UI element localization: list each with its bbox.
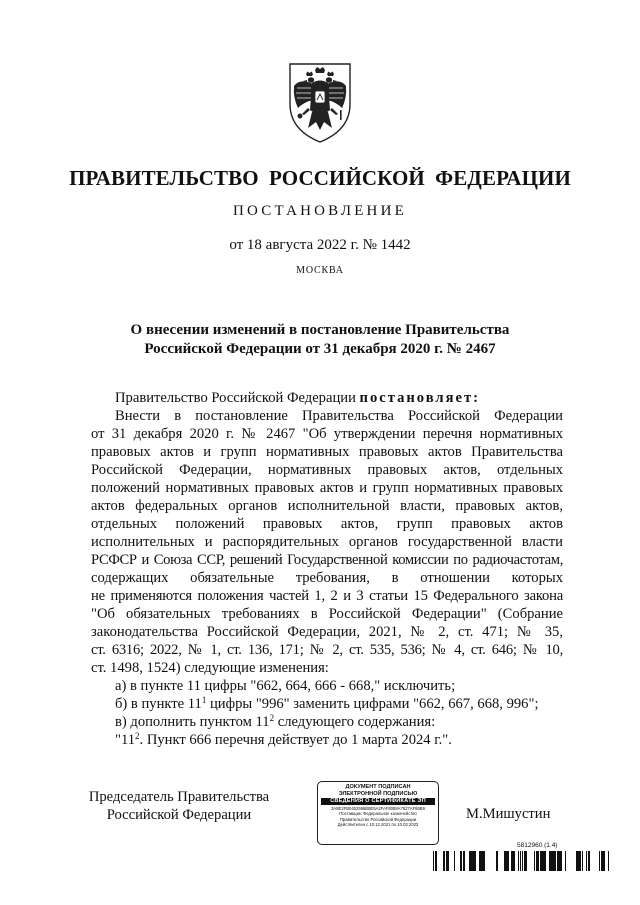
paragraph-line: законодательства Российской Федерации, 2021, № 2, ст. 471; № 35, — [91, 624, 563, 640]
paragraph-line: отдельных положений правовых актов, групп правовых актов — [91, 516, 563, 532]
paragraph-line: положений нормативных правовых актов и групп нормативных правовых — [91, 480, 563, 496]
decree-city: МОСКВА — [296, 265, 344, 276]
subject-line: Российской Федерации от 31 декабря 2020 г. № 2467 — [144, 341, 496, 357]
preamble — [91, 389, 563, 407]
item-c-text: в) дополнить пунктом 11 — [115, 714, 270, 730]
item-c-text: следующего содержания: — [274, 714, 436, 730]
stamp-title: ЭЛЕКТРОННОЙ ПОДПИСЬЮ — [338, 790, 418, 797]
paragraph-line: Внести в постановление Правительства Российской Федерации — [115, 408, 563, 424]
item-b-text: б) в пункте 11 — [115, 696, 202, 712]
subject-line: О внесении изменений в постановление Правительства — [130, 322, 510, 338]
superscript: 1 — [201, 695, 207, 705]
decree-body — [91, 389, 563, 749]
paragraph-line: не применяются положения частей 1, 2 и 3 статьи 15 Федерального закона — [91, 588, 563, 604]
signer-name: М.Мишустин — [466, 806, 551, 822]
stamp-serial: 3A8E2FB0452596B8E5A2FAF8088A7827AF86B9 — [331, 806, 425, 812]
amendment-item-c — [91, 713, 563, 731]
stamp-owner: Поставщик: Федеральное казначейство — [339, 811, 417, 817]
electronic-signature-stamp — [317, 781, 439, 845]
preamble-text: Правительство Российской Федерации — [115, 390, 360, 406]
paragraph-line: ст. 6316; 2022, № 1, ст. 136, 171; № 2, ст. 535, 536; № 4, ст. 646; № 10, — [91, 642, 563, 658]
superscript: 2 — [135, 731, 140, 741]
amendment-item-b — [91, 695, 563, 713]
paragraph-line: исполнительных и распорядительных органов государственной власти — [91, 534, 563, 550]
paragraph-line: ст. 1498, 1524) следующие изменения: — [91, 660, 329, 676]
amendment-item-a: а) в пункте 11 цифры "662, 664, 666 - 668," исключить; — [115, 678, 456, 694]
stamp-title: ДОКУМЕНТ ПОДПИСАН — [345, 784, 411, 790]
paragraph-line: РСФСР и Союза ССР, решений Государственной комиссии по радиочастотам, — [91, 552, 563, 568]
paragraph-line: от 31 декабря 2020 г. № 2467 "Об утверждении перечня нормативных — [91, 426, 563, 442]
item-b-text: цифры "996" заменить цифрами "662, 667, 668, 996"; — [206, 696, 539, 712]
quote-text: . Пункт 666 перечня действует до 1 марта 2024 г.". — [139, 732, 452, 748]
preamble-verb: постановляет: — [359, 390, 480, 406]
decree-subject — [60, 321, 580, 359]
stamp-certificate-header: СВЕДЕНИЯ О СЕРТИФИКАТЕ ЭП — [321, 798, 435, 805]
coat-of-arms-emblem — [278, 58, 362, 146]
decree-date-number: от 18 августа 2022 г. № 1442 — [229, 237, 411, 253]
amendment-quote — [91, 731, 563, 749]
barcode — [433, 851, 609, 871]
paragraph-line: правовых актов и групп нормативных правовых актов Правительства — [91, 444, 563, 460]
superscript: 2 — [269, 713, 275, 723]
paragraph-line: содержащих обязательные требования, в отношении которых — [91, 570, 563, 586]
paragraph-line: "Об обязательных требованиях в Российской Федерации" (Собрание — [91, 606, 563, 622]
signer-position-line: Председатель Правительства — [88, 789, 270, 805]
paragraph-line: актов федеральных органов исполнительной власти, правовых актов, — [91, 498, 563, 514]
quote-text: "11 — [115, 732, 136, 748]
stamp-org: Правительство Российской Федерации — [339, 816, 417, 822]
paragraph-line: Российской Федерации, нормативных правовых актов, отдельных — [91, 462, 563, 478]
signer-position — [64, 788, 294, 824]
stamp-validity: Действителен с 10.12.2021 по 10.03.2023 — [337, 822, 419, 828]
document-code: 5812960 (1.4) — [517, 842, 558, 849]
government-title: ПРАВИТЕЛЬСТВО РОССИЙСКОЙ ФЕДЕРАЦИИ — [69, 166, 571, 190]
main-paragraph — [91, 407, 563, 677]
signer-position-line: Российской Федерации — [106, 807, 252, 823]
decree-type: ПОСТАНОВЛЕНИЕ — [233, 203, 407, 219]
